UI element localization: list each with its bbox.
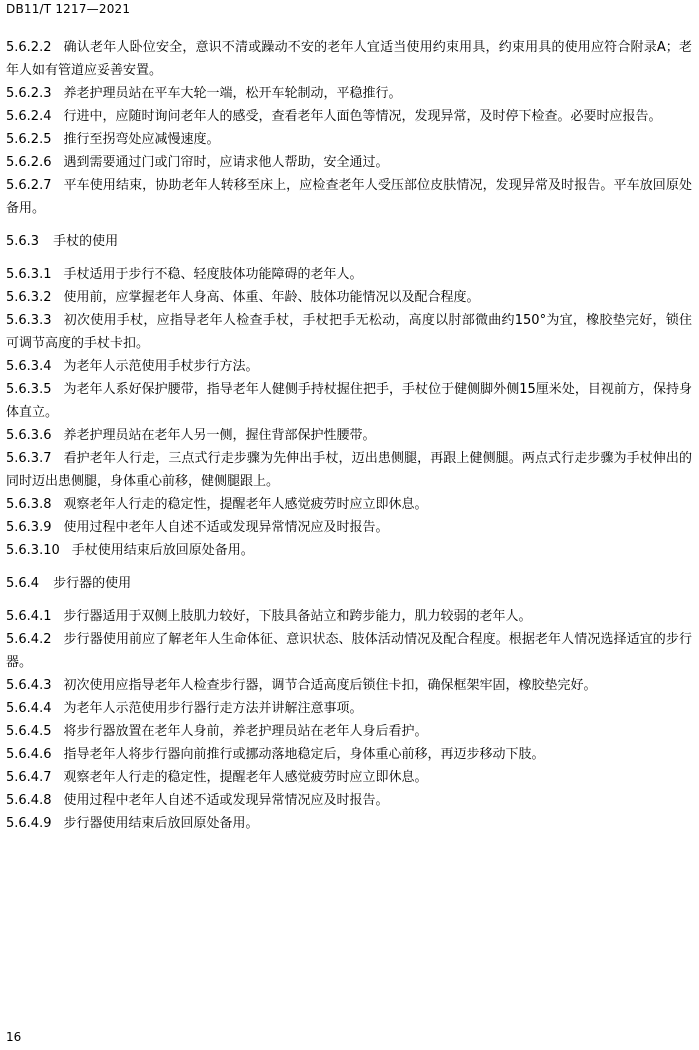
clause-number: 5.6.2.4 (6, 109, 52, 124)
clause-5-6-3-2 (6, 286, 692, 309)
clause-5-6-4-6 (6, 743, 692, 766)
clause-5-6-2-3 (6, 82, 692, 105)
clause-5-6-3-4 (6, 355, 692, 378)
clause-text: 为老年人示范使用手杖步行方法。 (63, 359, 259, 374)
clause-5-6-2-4 (6, 105, 692, 128)
section-title: 手杖的使用 (53, 234, 119, 249)
clause-text: 平车使用结束，协助老年人转移至床上，应检查老年人受压部位皮肤情况，发现异常及时报告。平车放回原处备用。 (6, 178, 692, 216)
clause-text: 推行至拐弯处应减慢速度。 (63, 132, 220, 147)
clause-5-6-3-5 (6, 378, 692, 424)
document-body (6, 36, 692, 835)
clause-text: 看护老年人行走，三点式行走步骤为先伸出手杖，迈出患侧腿，再跟上健侧腿。两点式行走步骤为手杖伸出的同时迈出患侧腿，身体重心前移，健侧腿跟上。 (6, 451, 692, 489)
clause-number: 5.6.2.2 (6, 40, 52, 55)
clause-text: 初次使用手杖，应指导老年人检查手杖，手杖把手无松动，高度以肘部微曲约150°为宜，橡胶垫完好，锁住可调节高度的手杖卡扣。 (6, 313, 692, 351)
clause-number: 5.6.3.4 (6, 359, 52, 374)
section-number: 5.6.3 (6, 234, 40, 249)
clause-number: 5.6.3.3 (6, 313, 52, 328)
clause-text: 手杖适用于步行不稳、轻度肢体功能障碍的老年人。 (63, 267, 363, 282)
clause-text: 观察老年人行走的稳定性，提醒老年人感觉疲劳时应立即休息。 (63, 497, 428, 512)
clause-5-6-4-5 (6, 720, 692, 743)
clause-5-6-3-8 (6, 493, 692, 516)
document-code-header: DB11/T 1217—2021 (6, 2, 131, 16)
clause-number: 5.6.4.4 (6, 701, 52, 716)
page-number: 16 (6, 1030, 22, 1044)
clause-5-6-3-9 (6, 516, 692, 539)
clause-text: 将步行器放置在老年人身前，养老护理员站在老年人身后看护。 (63, 724, 428, 739)
clause-5-6-2-6 (6, 151, 692, 174)
clause-5-6-4-2 (6, 628, 692, 674)
clause-number: 5.6.4.9 (6, 816, 52, 831)
clause-text: 步行器使用前应了解老年人生命体征、意识状态、肢体活动情况及配合程度。根据老年人情况选择适宜的步行器。 (6, 632, 692, 670)
clause-number: 5.6.3.5 (6, 382, 52, 397)
clause-number: 5.6.4.1 (6, 609, 52, 624)
clause-text: 为老年人示范使用步行器行走方法并讲解注意事项。 (63, 701, 363, 716)
clause-number: 5.6.2.7 (6, 178, 52, 193)
clause-text: 使用过程中老年人自述不适或发现异常情况应及时报告。 (63, 793, 389, 808)
clause-text: 使用前，应掌握老年人身高、体重、年龄、肢体功能情况以及配合程度。 (63, 290, 480, 305)
clause-number: 5.6.3.1 (6, 267, 52, 282)
clause-number: 5.6.3.9 (6, 520, 52, 535)
clause-5-6-4-3 (6, 674, 692, 697)
clause-number: 5.6.2.5 (6, 132, 52, 147)
clause-text: 养老护理员站在老年人另一侧，握住背部保护性腰带。 (63, 428, 376, 443)
clause-5-6-2-2 (6, 36, 692, 82)
clause-5-6-3-7 (6, 447, 692, 493)
clause-text: 为老年人系好保护腰带，指导老年人健侧手持杖握住把手，手杖位于健侧脚外侧15厘米处，目视前方，保持身体直立。 (6, 382, 692, 420)
clause-text: 遇到需要通过门或门帘时，应请求他人帮助，安全通过。 (63, 155, 389, 170)
clause-number: 5.6.4.3 (6, 678, 52, 693)
clause-number: 5.6.4.8 (6, 793, 52, 808)
clause-5-6-4-4 (6, 697, 692, 720)
clause-5-6-3-1 (6, 263, 692, 286)
clause-text: 养老护理员站在平车大轮一端，松开车轮制动，平稳推行。 (63, 86, 402, 101)
clause-number: 5.6.2.3 (6, 86, 52, 101)
clause-text: 步行器使用结束后放回原处备用。 (63, 816, 259, 831)
clause-number: 5.6.3.7 (6, 451, 52, 466)
clause-number: 5.6.2.6 (6, 155, 52, 170)
clause-text: 确认老年人卧位安全，意识不清或躁动不安的老年人宜适当使用约束用具，约束用具的使用应符合附录A；老年人如有管道应妥善安置。 (6, 40, 692, 78)
clause-number: 5.6.3.6 (6, 428, 52, 443)
clause-number: 5.6.3.10 (6, 543, 60, 558)
clause-number: 5.6.4.5 (6, 724, 52, 739)
clause-text: 步行器适用于双侧上肢肌力较好，下肢具备站立和跨步能力，肌力较弱的老年人。 (63, 609, 532, 624)
clause-number: 5.6.3.8 (6, 497, 52, 512)
clause-text: 观察老年人行走的稳定性，提醒老年人感觉疲劳时应立即休息。 (63, 770, 428, 785)
clause-5-6-4-7 (6, 766, 692, 789)
clause-5-6-3-6 (6, 424, 692, 447)
clause-5-6-2-7 (6, 174, 692, 220)
section-heading-5-6-3 (6, 230, 692, 253)
section-number: 5.6.4 (6, 576, 40, 591)
clause-5-6-2-5 (6, 128, 692, 151)
section-heading-5-6-4 (6, 572, 692, 595)
clause-5-6-4-8 (6, 789, 692, 812)
clause-text: 指导老年人将步行器向前推行或挪动落地稳定后，身体重心前移，再迈步移动下肢。 (63, 747, 545, 762)
clause-5-6-3-10 (6, 539, 692, 562)
clause-text: 行进中，应随时询问老年人的感受，查看老年人面色等情况，发现异常，及时停下检查。必要时应报告。 (63, 109, 662, 124)
clause-5-6-4-1 (6, 605, 692, 628)
section-title: 步行器的使用 (53, 576, 132, 591)
clause-number: 5.6.3.2 (6, 290, 52, 305)
clause-number: 5.6.4.7 (6, 770, 52, 785)
clause-text: 使用过程中老年人自述不适或发现异常情况应及时报告。 (63, 520, 389, 535)
clause-5-6-4-9 (6, 812, 692, 835)
clause-number: 5.6.4.2 (6, 632, 52, 647)
clause-text: 初次使用应指导老年人检查步行器，调节合适高度后锁住卡扣，确保框架牢固，橡胶垫完好。 (63, 678, 597, 693)
clause-5-6-3-3 (6, 309, 692, 355)
clause-number: 5.6.4.6 (6, 747, 52, 762)
clause-text: 手杖使用结束后放回原处备用。 (71, 543, 254, 558)
